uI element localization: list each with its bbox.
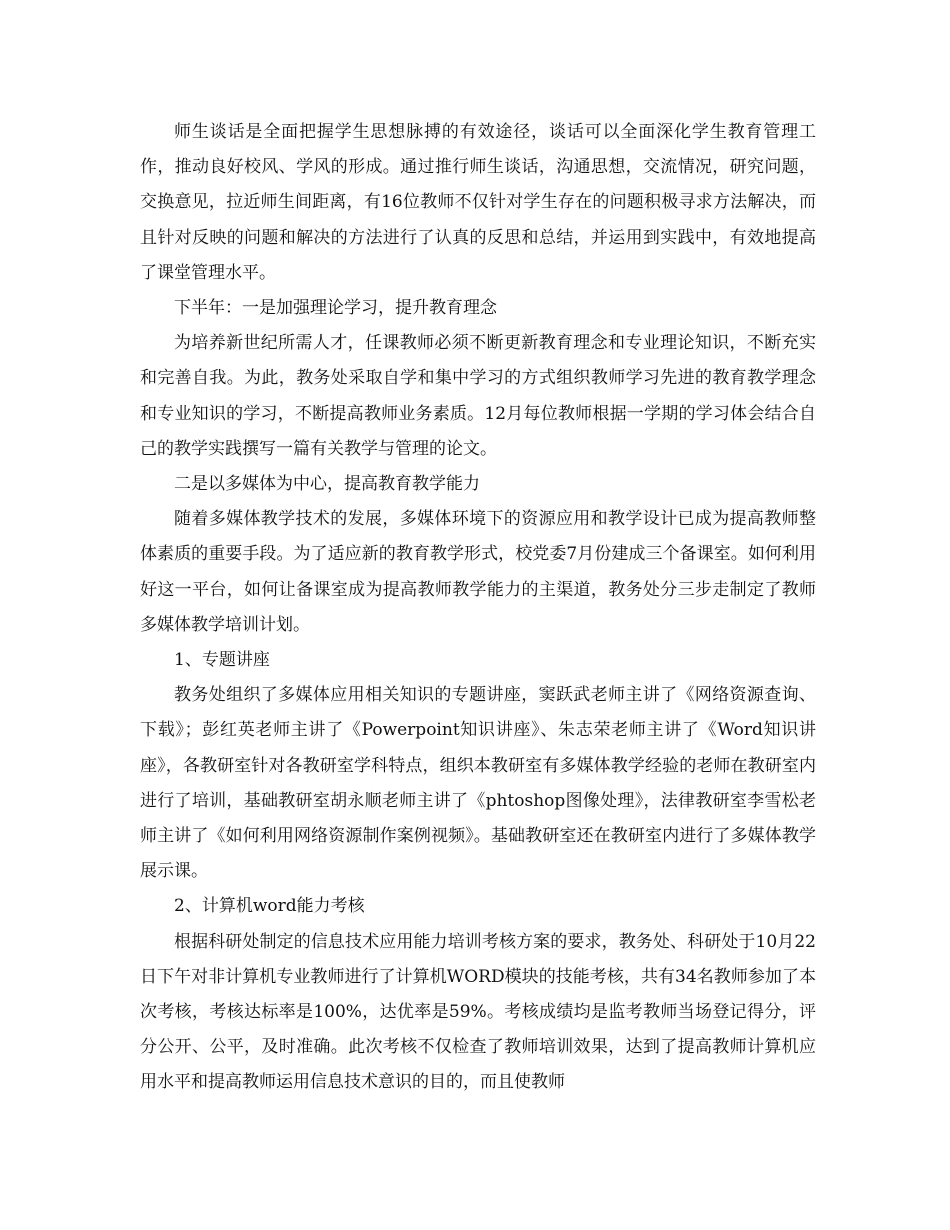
paragraph-theory-study: 为培养新世纪所需人才，任课教师必须不断更新教育理念和专业理论知识，不断充实和完善自我。为此，教务处采取自学和集中学习的方式组织教师学习先进的教育教学理念和专业知识的学习，不断提高教师业务素质。12月每位教师根据一学期的学习体会结合自己的教学实践撰写一篇有关教学与管理的论文。 <box>140 333 816 459</box>
paragraph-multimedia-development: 随着多媒体教学技术的发展，多媒体环境下的资源应用和教学设计已成为提高教师整体素质的重要手段。为了适应新的教育教学形式，校党委7月份建成三个备课室。如何利用好这一平台，如何让备课室成为提高教师教学能力的主渠道，教务处分三步走制定了教师多媒体教学培训计划。 <box>140 509 816 635</box>
subheading-lectures: 1、专题讲座 <box>174 650 270 671</box>
paragraph-teacher-student-talks: 师生谈话是全面把握学生思想脉搏的有效途径，谈话可以全面深化学生教育管理工作，推动良好校风、学风的形成。通过推行师生谈话，沟通思想，交流情况，研究问题，交换意见，拉近师生间距离，有16位教师不仅针对学生存在的问题积极寻求方法解决，而且针对反映的问题和解决的方法进行了认真的反思和总结，并运用到实践中，有效地提高了课堂管理水平。 <box>140 122 816 283</box>
paragraph-lectures: 教务处组织了多媒体应用相关知识的专题讲座，窦跃武老师主讲了《网络资源查询、下载》；彭红英老师主讲了《Powerpoint知识讲座》、朱志荣老师主讲了《Word知识讲座》，各教研室针对各教研室学科特点，组织本教研室有多媒体教学经验的老师在教研室内进行了培训，基础教研室胡永顺老师主讲了《phtoshop图像处理》，法律教研室李雪松老师主讲了《如何利用网络资源制作案例视频》。基础教研室还在教研室内进行了多媒体教学展示课。 <box>140 685 816 882</box>
document-body <box>140 115 816 1101</box>
section-heading-multimedia: 二是以多媒体为中心，提高教育教学能力 <box>174 474 480 495</box>
paragraph-word-assessment: 根据科研处制定的信息技术应用能力培训考核方案的要求，教务处、科研处于10月22日下午对非计算机专业教师进行了计算机WORD模块的技能考核，共有34名教师参加了本次考核，考核达标率是100%，达优率是59%。考核成绩均是监考教师当场登记得分，评分公开、公平，及时准确。此次考核不仅检查了教师培训效果，达到了提高教师计算机应用水平和提高教师运用信息技术意识的目的，而且使教师 <box>140 931 816 1093</box>
section-heading-second-half: 下半年：一是加强理论学习，提升教育理念 <box>174 298 497 319</box>
subheading-word-assessment: 2、计算机word能力考核 <box>174 896 365 917</box>
